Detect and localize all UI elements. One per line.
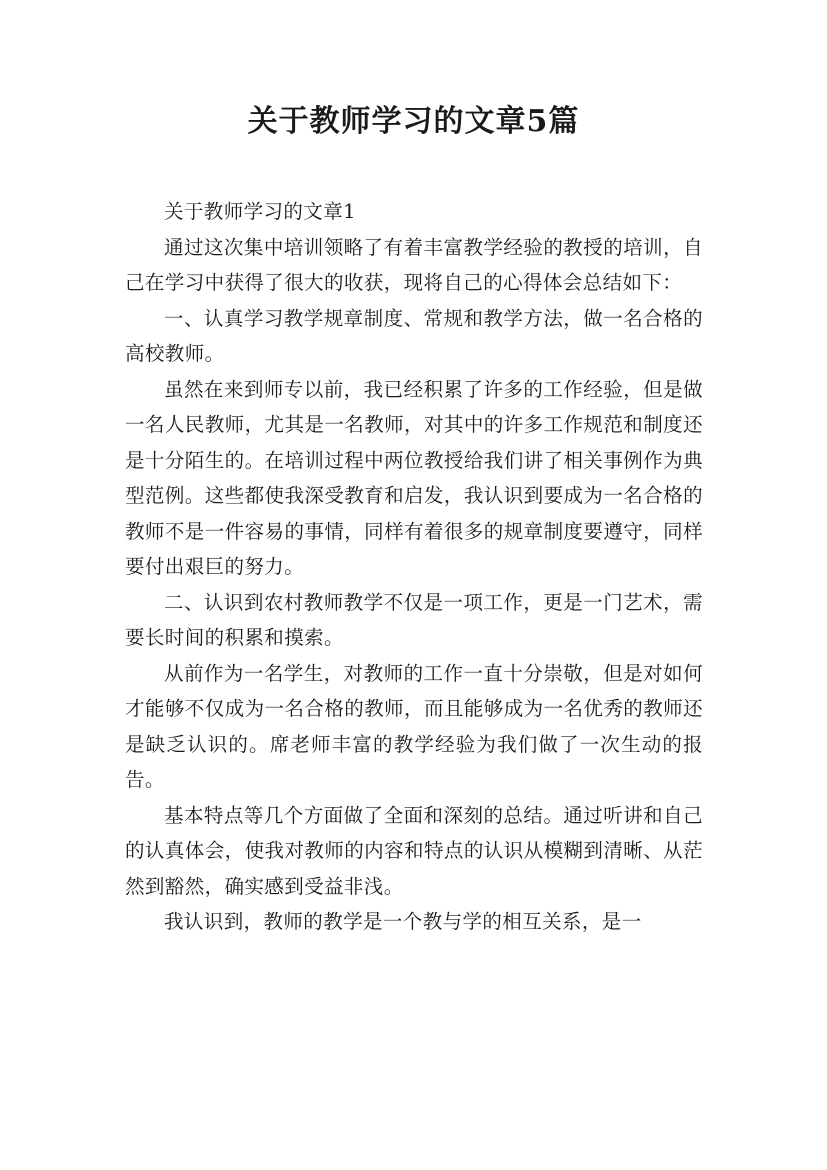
paragraph-point-1: 一、认真学习教学规章制度、常规和教学方法，做一名合格的高校教师。 xyxy=(125,306,703,365)
document-title: 关于教师学习的文章5篇 xyxy=(247,104,580,139)
document-body xyxy=(125,194,703,940)
paragraph-body: 虽然在来到师专以前，我已经积累了许多的工作经验，但是做一名人民教师，尤其是一名教师，对其中的许多工作规范和制度还是十分陌生的。在培训过程中两位教授给我们讲了相关事例作为典型范例。这些都使我深受教育和启发，我认识到要成为一名合格的教师不是一件容易的事情，同样有着很多的规章制度要遵守，同样要付出艰巨的努力。 xyxy=(125,377,703,578)
paragraph-intro: 通过这次集中培训领略了有着丰富教学经验的教授的培训，自己在学习中获得了很大的收获，现将自己的心得体会总结如下： xyxy=(125,235,703,294)
paragraph-body: 我认识到，教师的教学是一个教与学的相互关系，是一 xyxy=(164,910,642,933)
section-heading-article-1: 关于教师学习的文章1 xyxy=(164,200,356,223)
paragraph-body: 基本特点等几个方面做了全面和深刻的总结。通过听讲和自己的认真体会，使我对教师的内容和特点的认识从模糊到清晰、从茫然到豁然，确实感到受益非浅。 xyxy=(125,803,703,898)
paragraph-body: 从前作为一名学生，对教师的工作一直十分崇敬，但是对如何才能够不仅成为一名合格的教师，而且能够成为一名优秀的教师还是缺乏认识的。席老师丰富的教学经验为我们做了一次生动的报告。 xyxy=(125,661,703,791)
paragraph-point-2: 二、认识到农村教师教学不仅是一项工作，更是一门艺术，需要长时间的积累和摸索。 xyxy=(125,590,703,649)
